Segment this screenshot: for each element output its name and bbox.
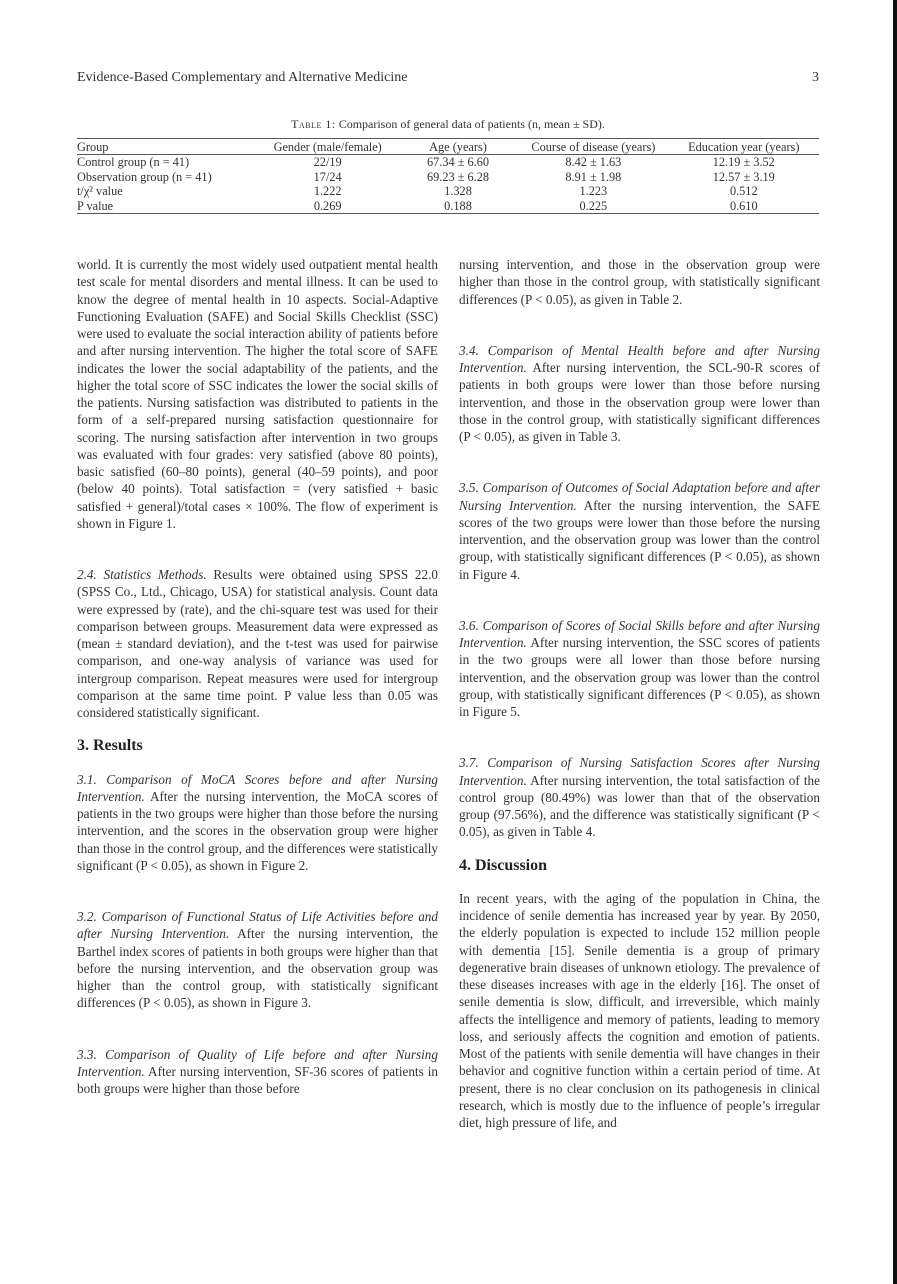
table-row	[77, 170, 819, 185]
column-header: Course of disease (years)	[531, 140, 656, 154]
paragraph-discussion: In recent years, with the aging of the population in China, the incidence of senile dementia has increased year by year. By 2050, the elderly population is expected to include 152 million people with dementia [15]. Senile dementia is a group of primary degenerative brain diseases of unknown etiology. The prevalence of these diseases increases with age in the elderly [16]. The onset of senile dementia is slow, difficult, and irreversible, which mainly affects the intelligence and memory of patients, leading to memory loss, and seriously affects the cognition and emotion of patients. Most of the patients with senile dementia will have changes in their behavior and cognitive function within a certain period of time. At present, there is no clear conclusion on its pathogenesis in clinical research, which is mostly due to the influence of people’s irregular diet, high pressure of life, and	[459, 890, 820, 1130]
journal-running-head: Evidence-Based Complementary and Alternative Medicine	[77, 70, 408, 85]
section-3-6	[459, 617, 820, 721]
table-cell: 1.223	[579, 184, 608, 198]
table-caption	[77, 117, 819, 132]
table-cell: 1.328	[444, 184, 472, 198]
subsection-title: 3.6. Comparison of Scores of Social Skills before and after Nursing Intervention.	[459, 617, 820, 650]
column-header: Group	[77, 140, 109, 154]
column-header: Age (years)	[429, 140, 487, 154]
table-header-row	[77, 139, 819, 155]
table-cell: 0.269	[313, 198, 342, 213]
subsection-body: After nursing intervention, the total satisfaction of the control group (80.49%) was lower than that of the observation group (97.56%), and the difference was statistically significant (P < 0.05), as given in Table 4.	[459, 772, 820, 840]
section-3-3	[77, 1046, 438, 1098]
subsection-body: After the nursing intervention, the MoCA scores of patients in the two groups were higher than those before the nursing intervention, and the scores in the observation group were higher than those in the control group, and the differences were statistically significant (P < 0.05), as shown in Figure 2.	[77, 788, 438, 873]
column-header: Gender (male/female)	[273, 140, 382, 154]
table-cell: 0.610	[729, 198, 758, 213]
section-3-2	[77, 908, 438, 1012]
subsection-title: 2.4. Statistics Methods.	[77, 567, 207, 582]
subsection-title: 3.5. Comparison of Outcomes of Social Adaptation before and after Nursing Intervention.	[459, 480, 820, 513]
subsection-body: After nursing intervention, the SSC scores of patients in the two groups were all lower than those before nursing intervention, and the observation group was lower than the control group, with statistically significant differences (P < 0.05), as shown in Figure 5.	[459, 635, 820, 719]
table-cell: Control group (n = 41)	[77, 155, 190, 169]
section-3-5	[459, 479, 820, 583]
table-cell: 67.34 ± 6.60	[426, 155, 490, 169]
paragraph-continued: nursing intervention, and those in the observation group were higher than those in the control group, with statistically significant differences (P < 0.05), as given in Table 2.	[459, 257, 820, 307]
table-cell: 0.225	[579, 198, 608, 213]
subsection-title: 3.4. Comparison of Mental Health before and after Nursing Intervention.	[459, 342, 820, 375]
section-heading-discussion: 4. Discussion	[459, 856, 548, 874]
table-cell: 17/24	[313, 169, 342, 184]
subsection-title: 3.3. Comparison of Quality of Life before and after Nursing Intervention.	[77, 1046, 438, 1079]
table-cell: 22/19	[313, 155, 342, 169]
table-cell: 1.222	[313, 184, 342, 198]
subsection-title: 3.7. Comparison of Nursing Satisfaction Scores after Nursing Intervention.	[459, 755, 820, 788]
section-3-7	[459, 754, 820, 840]
table-cell: 0.512	[729, 184, 758, 198]
left-column	[77, 256, 438, 1097]
data-table	[77, 138, 819, 214]
section-3-1	[77, 771, 438, 875]
subsection-body: After the nursing intervention, the SAFE scores of the two groups were lower than those before the nursing intervention, and the observation group was lower than the control group, with statistically significant differences (P < 0.05), as shown in Figure 4.	[459, 497, 820, 582]
subsection-title: 3.2. Comparison of Functional Status of Life Activities before and after Nursing Intervention.	[77, 909, 438, 942]
column-header: Education year (years)	[688, 140, 800, 154]
table-row	[77, 155, 819, 170]
page-edge-bar	[893, 0, 897, 1284]
table-label: Table 1:	[291, 117, 336, 131]
subsection-body: Results were obtained using SPSS 22.0 (SPSS Co., Ltd., Chicago, USA) for statistical analysis. Count data were expressed by (rate), and the chi-square test was used for their comparison between groups. Measurement data were expressed as (mean ± standard deviation), and the t-test was used for pairwise comparison, and one-way analysis of variance was used for intergroup comparison. Repeat measures were used for intergroup comparison at the same time point. P value less than 0.05 was considered statistically significant.	[77, 567, 439, 720]
page-number: 3	[812, 70, 819, 85]
table-cell: 12.57 ± 3.19	[712, 169, 775, 184]
subsection-body: After the nursing intervention, the Barthel index scores of patients in both groups were higher than that before the nursing intervention, and the observation group was higher than the control group, with statistically significant differences (P < 0.05), as shown in Figure 3.	[77, 926, 438, 1011]
table-cell: 12.19 ± 3.52	[712, 155, 775, 169]
table-cell: 0.188	[444, 198, 472, 213]
subsection-body: After nursing intervention, the SCL-90-R scores of patients in both groups were lower than those before nursing intervention, and those in the observation group were lower than those in the control group, with statistically significant differences (P < 0.05), as given in Table 3.	[459, 360, 820, 444]
table-cell: 69.23 ± 6.28	[426, 169, 490, 184]
paragraph-scales: world. It is currently the most widely used outpatient mental health test scale for mental disorders and mental illness. It can be used to know the degree of mental health in 10 aspects. Social-Adaptive Functioning Evaluation (SAFE) and Social Skills Checklist (SSC) were used to evaluate the social interaction ability of patients before and after nursing intervention. The higher the total score of SAFE indicates the lower the social adaptability of the patients, and the higher the total score of SSC indicates the lower the social skills of the patients. Nursing satisfaction was distributed to patients in the form of a self-prepared nursing satisfaction questionnaire for scoring. The nursing satisfaction after intervention in two groups was evaluated with four grades: very satisfied (above 80 points), basic satisfied (60–80 points), general (40–59 points), and poor (below 40 points). Total satisfaction = (very satisfied + basic satisfied + general)/total cases × 100%. The flow of experiment is shown in Figure 1.	[77, 257, 438, 531]
table-1	[77, 117, 819, 214]
table-cell: 8.91 ± 1.98	[565, 169, 622, 184]
table-cell: 8.42 ± 1.63	[565, 155, 622, 169]
table-cell: Observation group (n = 41)	[77, 169, 212, 184]
section-2-4	[77, 566, 438, 721]
table-caption-text: Comparison of general data of patients (n, mean ± SD).	[338, 117, 605, 131]
subsection-title: 3.1. Comparison of MoCA Scores before and after Nursing Intervention.	[77, 771, 438, 804]
subsection-body: After nursing intervention, SF-36 scores of patients in both groups were higher than those before	[77, 1063, 438, 1096]
table-row	[77, 184, 819, 199]
section-3-4	[459, 342, 820, 446]
right-column	[459, 256, 820, 1131]
table-row	[77, 199, 819, 214]
section-heading-results: 3. Results	[77, 737, 143, 755]
table-cell: t/χ² value	[77, 184, 123, 198]
table-cell: P value	[77, 198, 114, 213]
